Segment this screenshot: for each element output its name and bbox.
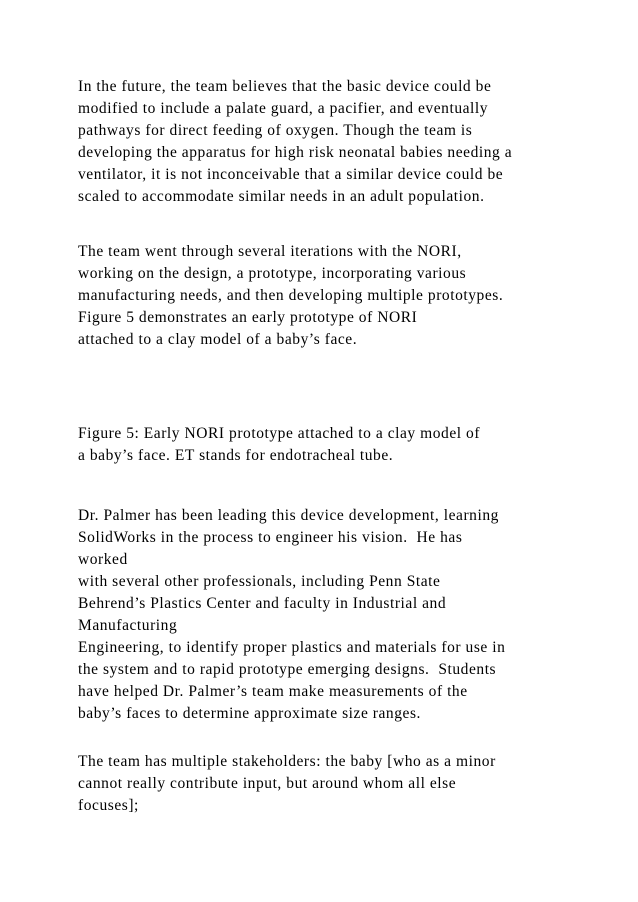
text-line: In the future, the team believes that the basic device could be xyxy=(78,78,492,95)
text-line: manufacturing needs, and then developing multiple prototypes. xyxy=(78,287,504,304)
text-line: focuses]; xyxy=(78,797,139,814)
paragraph-iterations xyxy=(78,241,503,351)
figure-caption xyxy=(78,423,480,467)
text-line: Figure 5: Early NORI prototype attached to a clay model of xyxy=(78,425,481,442)
text-line: baby’s faces to determine approximate size ranges. xyxy=(78,705,421,722)
text-line: pathways for direct feeding of oxygen. Though the team is xyxy=(78,122,473,139)
text-line: Figure 5 demonstrates an early prototype of NORI xyxy=(78,309,418,326)
text-line: Dr. Palmer has been leading this device development, learning xyxy=(78,507,499,524)
text-line: Engineering, to identify proper plastics and materials for use in xyxy=(78,639,506,656)
text-line: Behrend’s Plastics Center and faculty in Industrial and xyxy=(78,595,447,612)
text-line: the system and to rapid prototype emerging designs. Students xyxy=(78,661,497,678)
text-line: ventilator, it is not inconceivable that a similar device could be xyxy=(78,166,504,183)
text-line: The team went through several iterations with the NORI, xyxy=(78,243,462,260)
paragraph-device-development xyxy=(78,505,505,725)
text-line: Manufacturing xyxy=(78,617,178,634)
text-line: worked xyxy=(78,551,128,568)
paragraph-stakeholders xyxy=(78,751,496,817)
text-line: scaled to accommodate similar needs in an adult population. xyxy=(78,188,485,205)
text-line: developing the apparatus for high risk neonatal babies needing a xyxy=(78,144,513,161)
text-line: cannot really contribute input, but around whom all else xyxy=(78,775,457,792)
text-line: with several other professionals, including Penn State xyxy=(78,573,441,590)
text-line: SolidWorks in the process to engineer his vision. He has xyxy=(78,529,463,546)
text-line: attached to a clay model of a baby’s face. xyxy=(78,331,358,348)
paragraph-future-modifications xyxy=(78,76,512,208)
text-line: The team has multiple stakeholders: the baby [who as a minor xyxy=(78,753,496,770)
text-line: a baby’s face. ET stands for endotracheal tube. xyxy=(78,447,394,464)
text-line: modified to include a palate guard, a pacifier, and eventually xyxy=(78,100,489,117)
text-line: working on the design, a prototype, incorporating various xyxy=(78,265,467,282)
text-line: have helped Dr. Palmer’s team make measurements of the xyxy=(78,683,468,700)
